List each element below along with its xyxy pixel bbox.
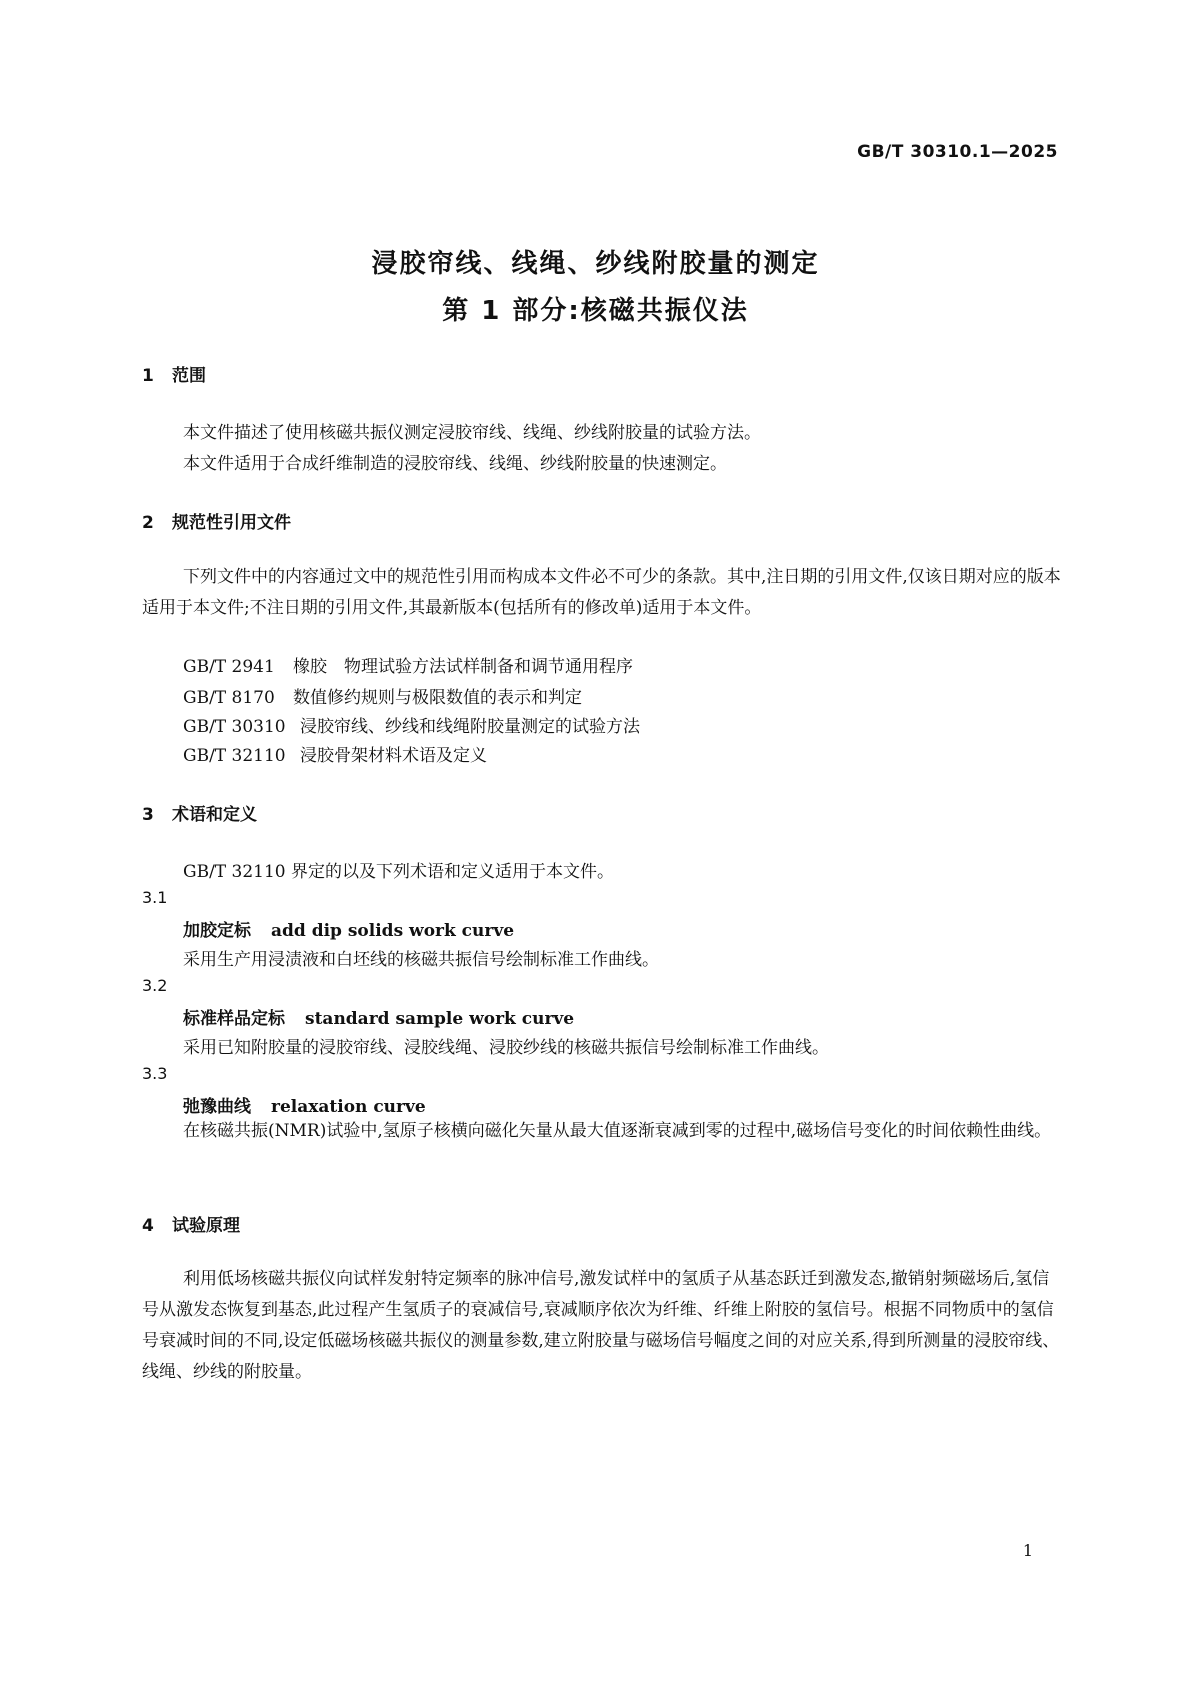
page-number: 1	[1022, 1541, 1033, 1560]
terms-intro: GB/T 32110 界定的以及下列术语和定义适用于本文件。	[183, 862, 615, 882]
section-1-heading	[142, 361, 206, 386]
section-4-heading	[142, 1211, 240, 1236]
reference-code: GB/T 30310	[183, 717, 286, 737]
section-title: 规范性引用文件	[172, 513, 291, 533]
scope-paragraph-2: 本文件适用于合成纤维制造的浸胶帘线、线绳、纱线附胶量的快速测定。	[183, 454, 727, 474]
term-definition: 采用生产用浸渍液和白坯线的核磁共振信号绘制标准工作曲线。	[183, 950, 659, 970]
reference-code: GB/T 32110	[183, 746, 286, 766]
term-definition: 在核磁共振(NMR)试验中,氢原子核横向磁化矢量从最大值逐渐衰减到零的过程中,磁场信号变化的时间依赖性曲线。	[183, 1121, 1052, 1141]
term-heading	[183, 1004, 574, 1029]
term-chinese: 标准样品定标	[183, 1009, 285, 1029]
document-title: 浸胶帘线、线绳、纱线附胶量的测定	[371, 249, 820, 279]
reference-item	[183, 683, 582, 708]
section-3-heading	[142, 800, 257, 825]
term-english: add dip solids work curve	[271, 921, 515, 941]
reference-item	[183, 741, 487, 766]
reference-title: 浸胶帘线、纱线和线绳附胶量测定的试验方法	[300, 717, 640, 737]
reference-item	[183, 652, 633, 677]
test-principle-paragraph: 利用低场核磁共振仪向试样发射特定频率的脉冲信号,激发试样中的氢质子从基态跃迁到激发态,撤销射频磁场后,氢信号从激发态恢复到基态,此过程产生氢质子的衰减信号,衰减顺序依次为纤维、纤维上附胶的氢信号。根据不同物质中的氢信号衰减时间的不同,设定低磁场核磁共振仪的测量参数,建立附胶量与磁场信号幅度之间的对应关系,得到所测量的浸胶帘线、线绳、纱线的附胶量。	[142, 1269, 1060, 1382]
reference-code: GB/T 2941	[183, 657, 275, 677]
term-number: 3.1	[142, 888, 168, 907]
section-2-heading	[142, 508, 291, 533]
reference-title: 橡胶 物理试验方法试样制备和调节通用程序	[293, 657, 633, 677]
term-heading	[183, 1092, 426, 1117]
section-number: 2	[142, 513, 154, 533]
term-chinese: 加胶定标	[183, 921, 251, 941]
term-heading	[183, 916, 514, 941]
term-number: 3.3	[142, 1064, 168, 1083]
term-english: relaxation curve	[271, 1097, 426, 1117]
section-number: 3	[142, 805, 154, 825]
section-title: 术语和定义	[172, 805, 257, 825]
reference-title: 数值修约规则与极限数值的表示和判定	[293, 688, 582, 708]
section-title: 试验原理	[172, 1216, 240, 1236]
scope-paragraph-1: 本文件描述了使用核磁共振仪测定浸胶帘线、线绳、纱线附胶量的试验方法。	[183, 423, 761, 443]
reference-code: GB/T 8170	[183, 688, 275, 708]
term-number: 3.2	[142, 976, 168, 995]
document-code: GB/T 30310.1—2025	[857, 142, 1058, 162]
term-definition: 采用已知附胶量的浸胶帘线、浸胶线绳、浸胶纱线的核磁共振信号绘制标准工作曲线。	[183, 1038, 829, 1058]
section-number: 1	[142, 366, 154, 386]
term-english: standard sample work curve	[305, 1009, 575, 1029]
normative-references-intro: 下列文件中的内容通过文中的规范性引用而构成本文件必不可少的条款。其中,注日期的引用文件,仅该日期对应的版本适用于本文件;不注日期的引用文件,其最新版本(包括所有的修改单)适用于本文件。	[142, 567, 1061, 618]
reference-title: 浸胶骨架材料术语及定义	[300, 746, 487, 766]
section-title: 范围	[172, 366, 206, 386]
term-chinese: 弛豫曲线	[183, 1097, 251, 1117]
section-number: 4	[142, 1216, 154, 1236]
reference-item	[183, 712, 640, 737]
document-subtitle: 第 1 部分:核磁共振仪法	[442, 296, 749, 326]
